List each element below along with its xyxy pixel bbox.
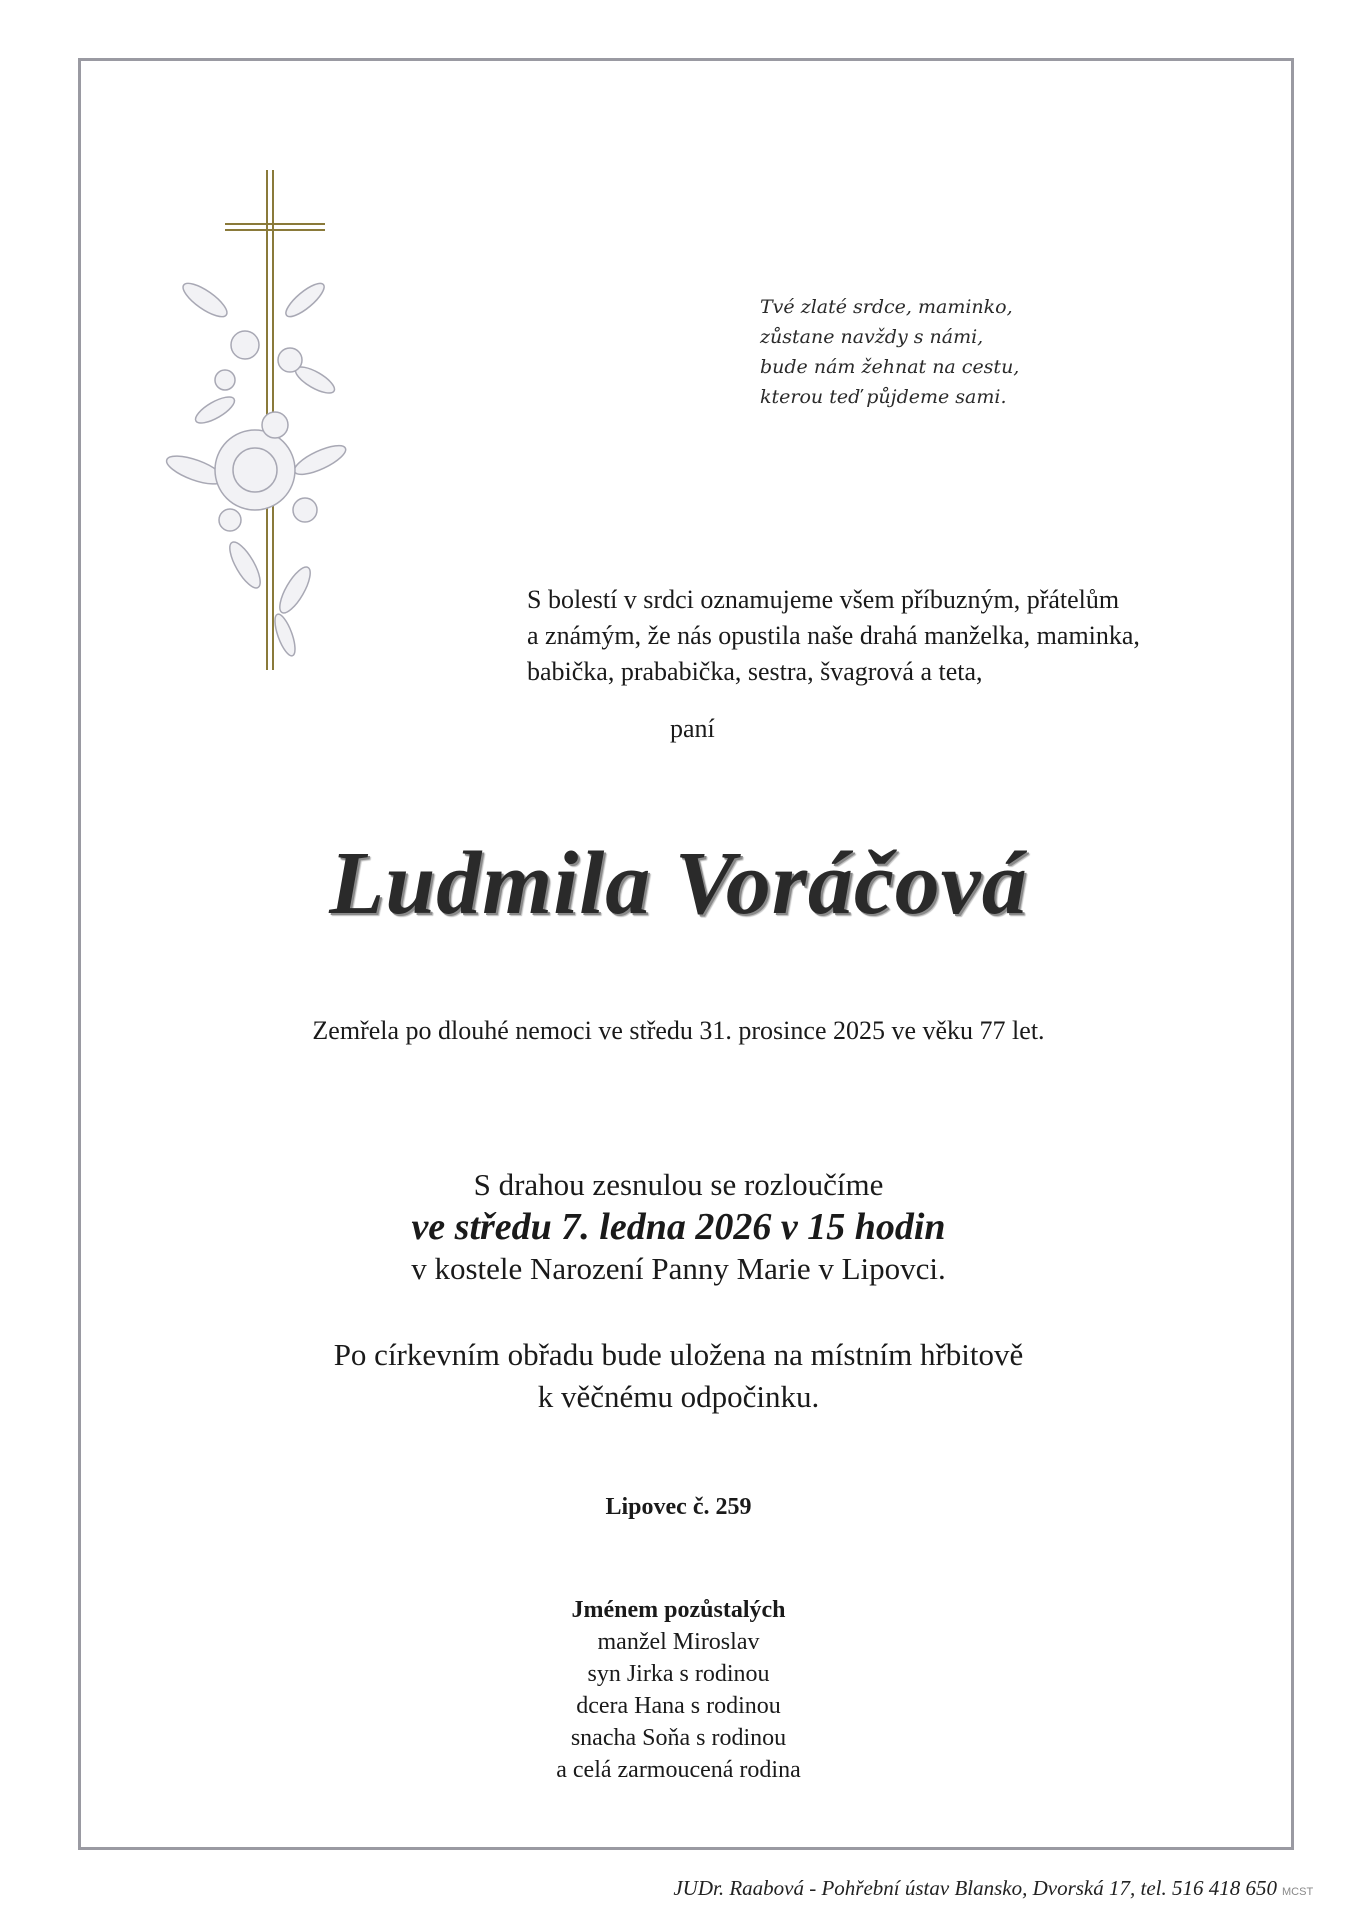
poem xyxy=(760,292,1180,412)
family-member: a celá zarmoucená rodina xyxy=(556,1757,801,1783)
announcement-line: a známým, že nás opustila naše drahá manželka, maminka, xyxy=(527,621,1140,650)
family-member: snacha Soňa s rodinou xyxy=(570,1725,787,1751)
funeral-home-footer: JUDr. Raabová - Pohřební ústav Blansko, Dvorská 17, tel. 516 418 650 xyxy=(673,1876,1277,1900)
poem-line: Tvé zlaté srdce, maminko, xyxy=(760,296,1013,318)
family-member: dcera Hana s rodinou xyxy=(576,1693,781,1719)
announcement-text xyxy=(527,582,1247,690)
death-info: Zemřela po dlouhé nemoci ve středu 31. prosince 2025 ve věku 77 let. xyxy=(312,1016,1045,1045)
ceremony-datetime: ve středu 7. ledna 2026 v 15 hodin xyxy=(411,1206,946,1248)
burial-info xyxy=(0,1334,1357,1418)
poem-line: zůstane navždy s námi, xyxy=(760,326,984,348)
family-heading: Jménem pozůstalých xyxy=(571,1597,786,1623)
burial-line: k věčnému odpočinku. xyxy=(537,1379,820,1414)
address: Lipovec č. 259 xyxy=(605,1494,752,1520)
cross-with-flowers-icon xyxy=(155,170,355,695)
announcement-line: babička, prababička, sestra, švagrová a teta, xyxy=(527,657,983,686)
burial-line: Po církevním obřadu bude uložena na místním hřbitově xyxy=(333,1337,1024,1372)
poem-line: bude nám žehnat na cestu, xyxy=(760,356,1020,378)
ceremony-info xyxy=(0,1164,1357,1290)
family-member: manžel Miroslav xyxy=(597,1629,760,1655)
family-list xyxy=(0,1594,1357,1786)
salutation: paní xyxy=(670,714,715,743)
ceremony-place: v kostele Narození Panny Marie v Lipovci. xyxy=(411,1251,946,1286)
poem-line: kterou teď půjdeme sami. xyxy=(760,386,1007,408)
announcement-line: S bolestí v srdci oznamujeme všem příbuzným, přátelům xyxy=(527,585,1120,614)
ceremony-intro: S drahou zesnulou se rozloučíme xyxy=(473,1167,884,1202)
family-member: syn Jirka s rodinou xyxy=(587,1661,770,1687)
footer-mark: MCST xyxy=(1282,1886,1314,1898)
deceased-name: Ludmila Voráčová xyxy=(329,834,1028,933)
